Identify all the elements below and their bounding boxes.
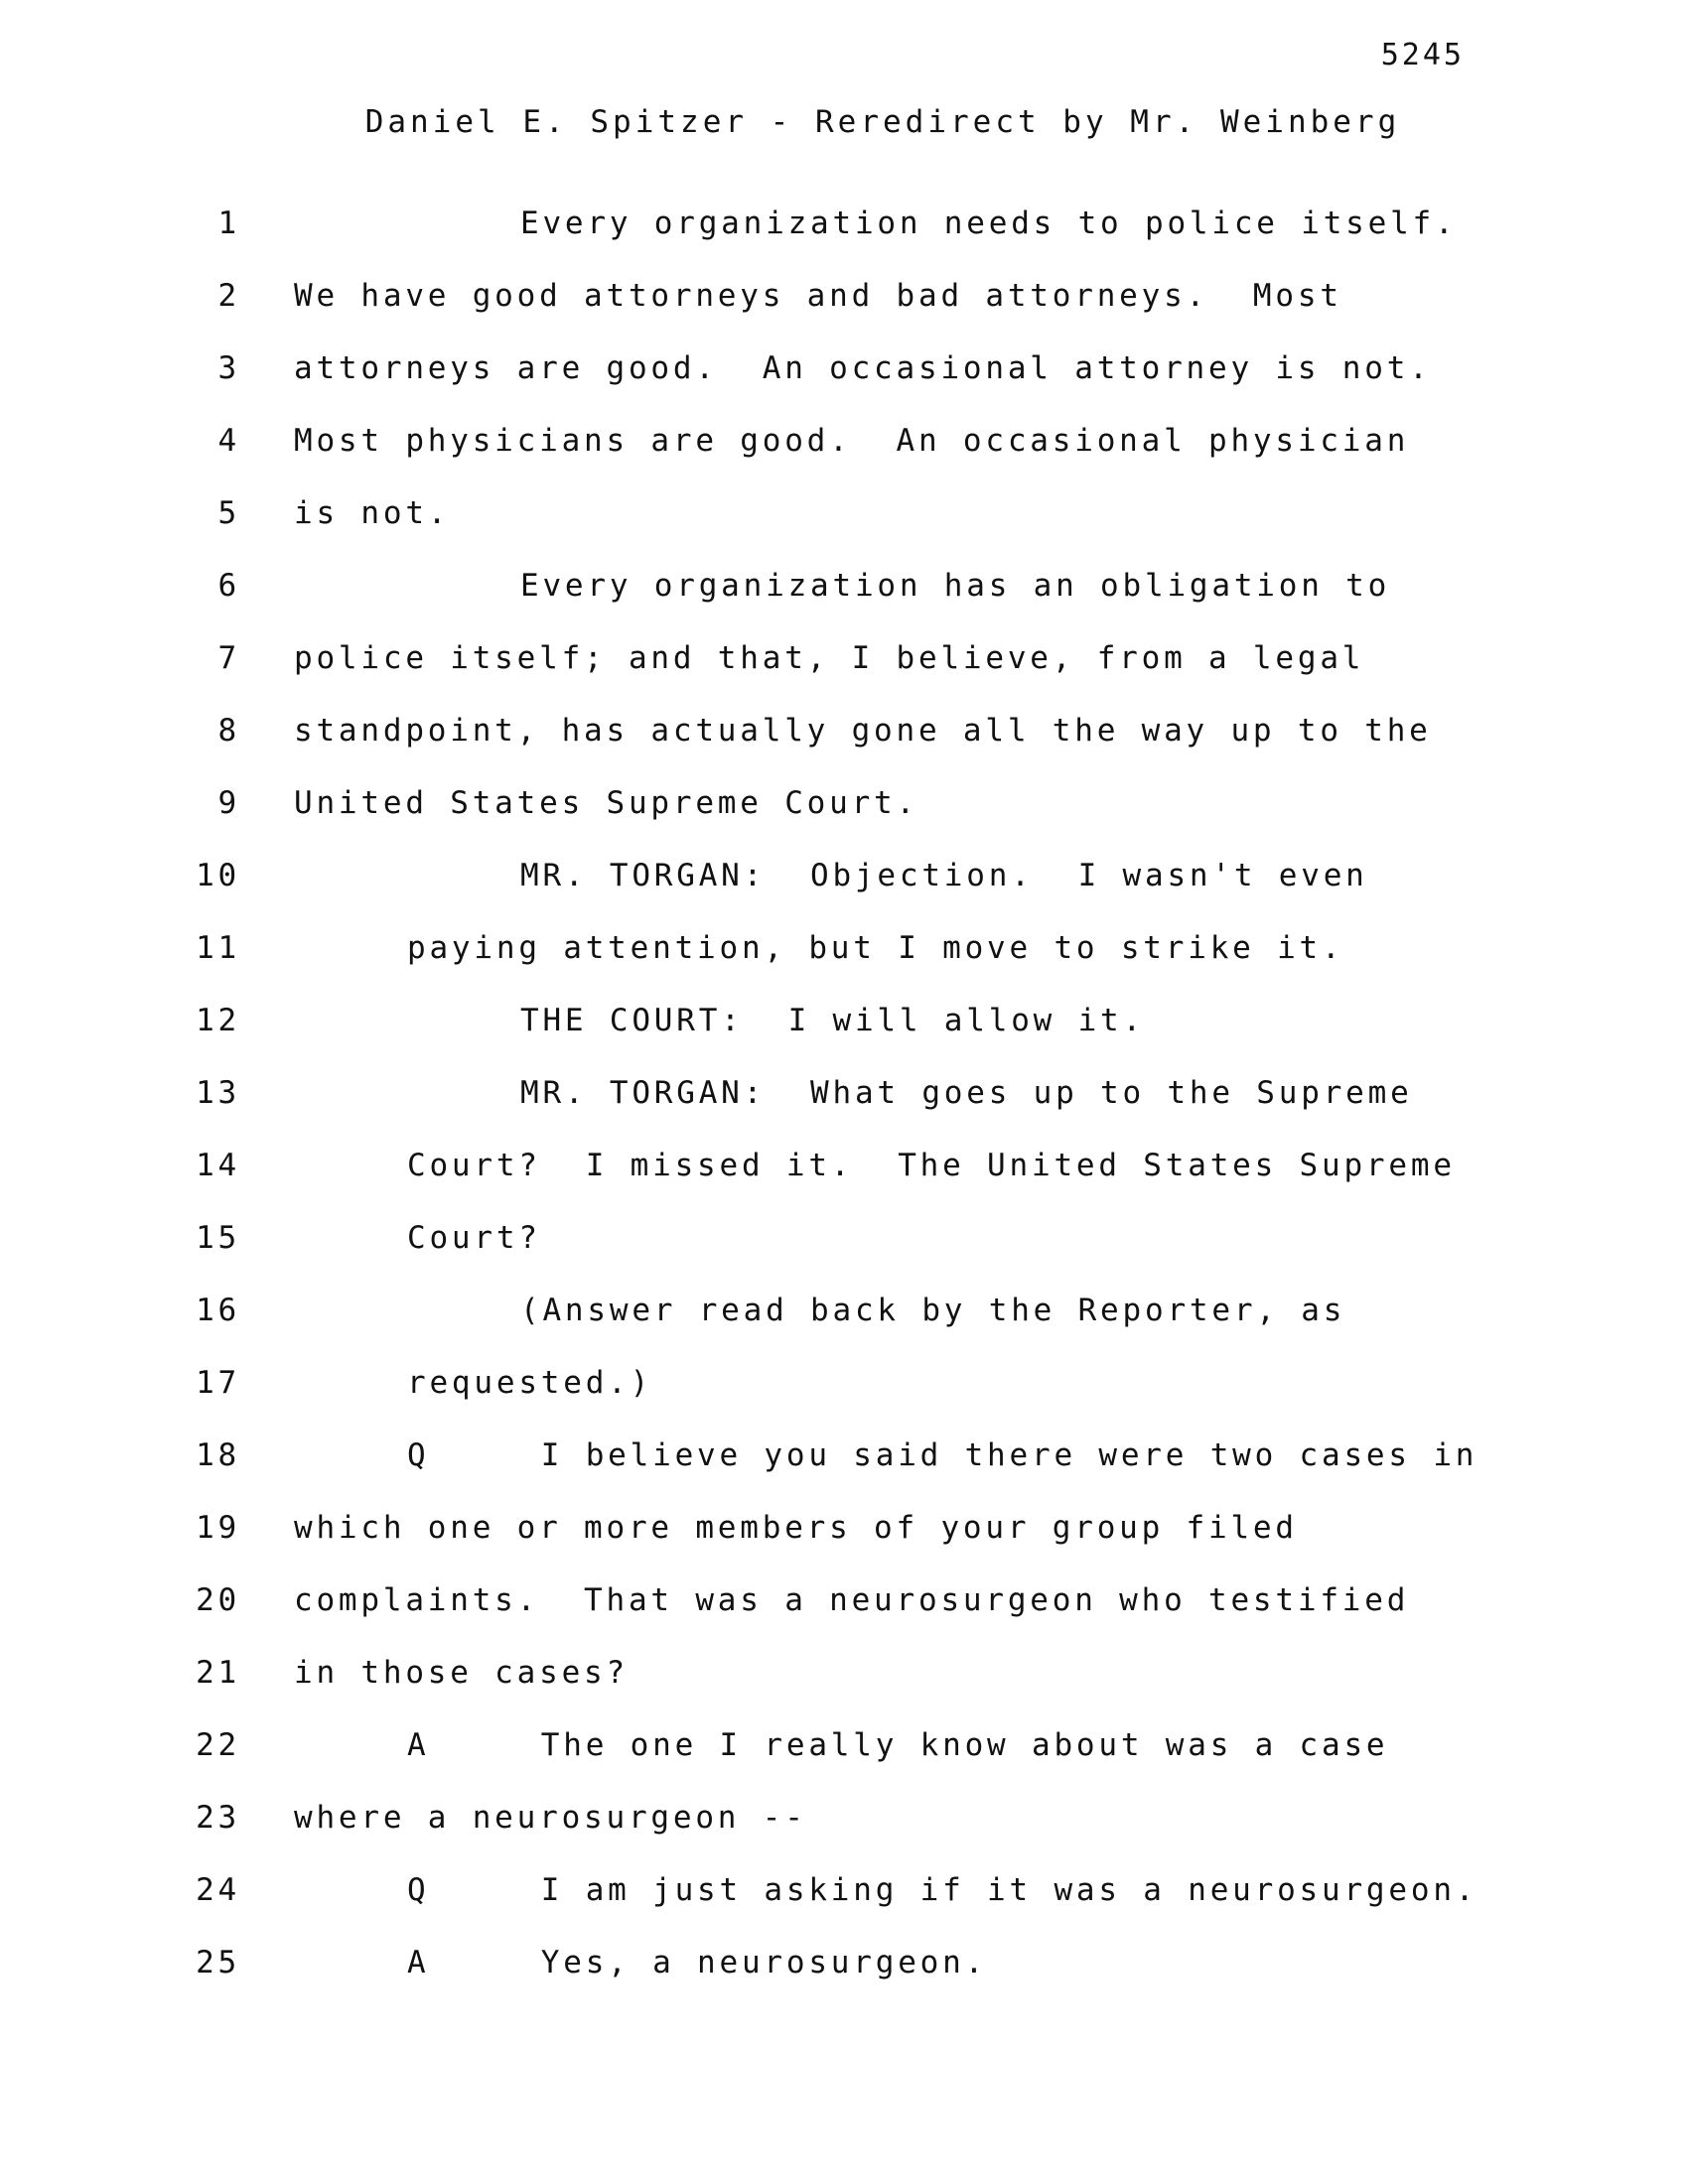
line-number: 4 — [217, 423, 240, 459]
line-text: Q I am just asking if it was a neurosurgeon. — [407, 1872, 1478, 1908]
line-number: 19 — [196, 1510, 240, 1546]
line-number: 21 — [196, 1655, 240, 1691]
line-text: requested.) — [407, 1365, 653, 1401]
transcript-line — [0, 1286, 1688, 1358]
line-text: where a neurosurgeon -- — [294, 1800, 807, 1836]
line-text: (Answer read back by the Reporter, as — [520, 1293, 1346, 1328]
transcript-line — [0, 996, 1688, 1068]
transcript-line — [0, 1503, 1688, 1575]
transcript-line — [0, 343, 1688, 416]
line-text: Q I believe you said there were two cases in — [407, 1437, 1478, 1473]
line-number: 11 — [196, 930, 240, 966]
line-number: 3 — [217, 350, 240, 386]
line-number: 16 — [196, 1293, 240, 1328]
line-text: police itself; and that, I believe, from a legal — [294, 640, 1365, 676]
line-text: Court? — [407, 1220, 541, 1256]
line-text: Every organization needs to police itself. — [520, 205, 1458, 241]
line-text: We have good attorneys and bad attorneys. Most — [294, 278, 1342, 314]
page-number: 5245 — [1380, 38, 1465, 72]
line-number: 15 — [196, 1220, 240, 1256]
line-number: 18 — [196, 1437, 240, 1473]
line-text: THE COURT: I will allow it. — [520, 1003, 1145, 1038]
transcript-line — [0, 706, 1688, 778]
transcript-line — [0, 488, 1688, 561]
line-number: 25 — [196, 1945, 240, 1980]
transcript-lines — [0, 199, 1688, 2010]
line-number: 12 — [196, 1003, 240, 1038]
transcript-line — [0, 199, 1688, 271]
line-text: paying attention, but I move to strike it. — [407, 930, 1344, 966]
line-number: 2 — [217, 278, 240, 314]
line-text: A Yes, a neurosurgeon. — [407, 1945, 988, 1980]
transcript-line — [0, 1793, 1688, 1865]
transcript-line — [0, 1213, 1688, 1286]
line-text: A The one I really know about was a case — [407, 1727, 1389, 1763]
line-text: United States Supreme Court. — [294, 785, 918, 821]
transcript-line — [0, 923, 1688, 996]
line-number: 8 — [217, 713, 240, 749]
line-number: 9 — [217, 785, 240, 821]
line-text: which one or more members of your group filed — [294, 1510, 1298, 1546]
line-text: MR. TORGAN: What goes up to the Supreme — [520, 1075, 1413, 1111]
transcript-line — [0, 271, 1688, 343]
transcript-line — [0, 1938, 1688, 2010]
line-number: 14 — [196, 1148, 240, 1183]
line-number: 17 — [196, 1365, 240, 1401]
line-number: 20 — [196, 1582, 240, 1618]
line-number: 13 — [196, 1075, 240, 1111]
transcript-line — [0, 1648, 1688, 1720]
transcript-line — [0, 416, 1688, 488]
transcript-line — [0, 1720, 1688, 1793]
line-number: 7 — [217, 640, 240, 676]
transcript-line — [0, 1431, 1688, 1503]
line-number: 24 — [196, 1872, 240, 1908]
page-header: Daniel E. Spitzer - Reredirect by Mr. Weinberg — [364, 104, 1401, 140]
transcript-line — [0, 1358, 1688, 1431]
line-text: MR. TORGAN: Objection. I wasn't even — [520, 858, 1368, 893]
line-text: Every organization has an obligation to — [520, 568, 1391, 604]
transcript-line — [0, 1575, 1688, 1648]
transcript-line — [0, 1865, 1688, 1938]
line-text: attorneys are good. An occasional attorney is not. — [294, 350, 1432, 386]
transcript-line — [0, 561, 1688, 633]
transcript-line — [0, 1068, 1688, 1141]
transcript-line — [0, 633, 1688, 706]
line-text: standpoint, has actually gone all the way up to the — [294, 713, 1432, 749]
line-text: is not. — [294, 495, 451, 531]
line-text: in those cases? — [294, 1655, 629, 1691]
line-number: 10 — [196, 858, 240, 893]
line-text: complaints. That was a neurosurgeon who testified — [294, 1582, 1410, 1618]
line-number: 5 — [217, 495, 240, 531]
transcript-line — [0, 1141, 1688, 1213]
transcript-line — [0, 778, 1688, 851]
line-number: 6 — [217, 568, 240, 604]
line-number: 1 — [217, 205, 240, 241]
line-text: Most physicians are good. An occasional physician — [294, 423, 1410, 459]
transcript-line — [0, 851, 1688, 923]
line-number: 23 — [196, 1800, 240, 1836]
line-text: Court? I missed it. The United States Supreme — [407, 1148, 1456, 1183]
line-number: 22 — [196, 1727, 240, 1763]
